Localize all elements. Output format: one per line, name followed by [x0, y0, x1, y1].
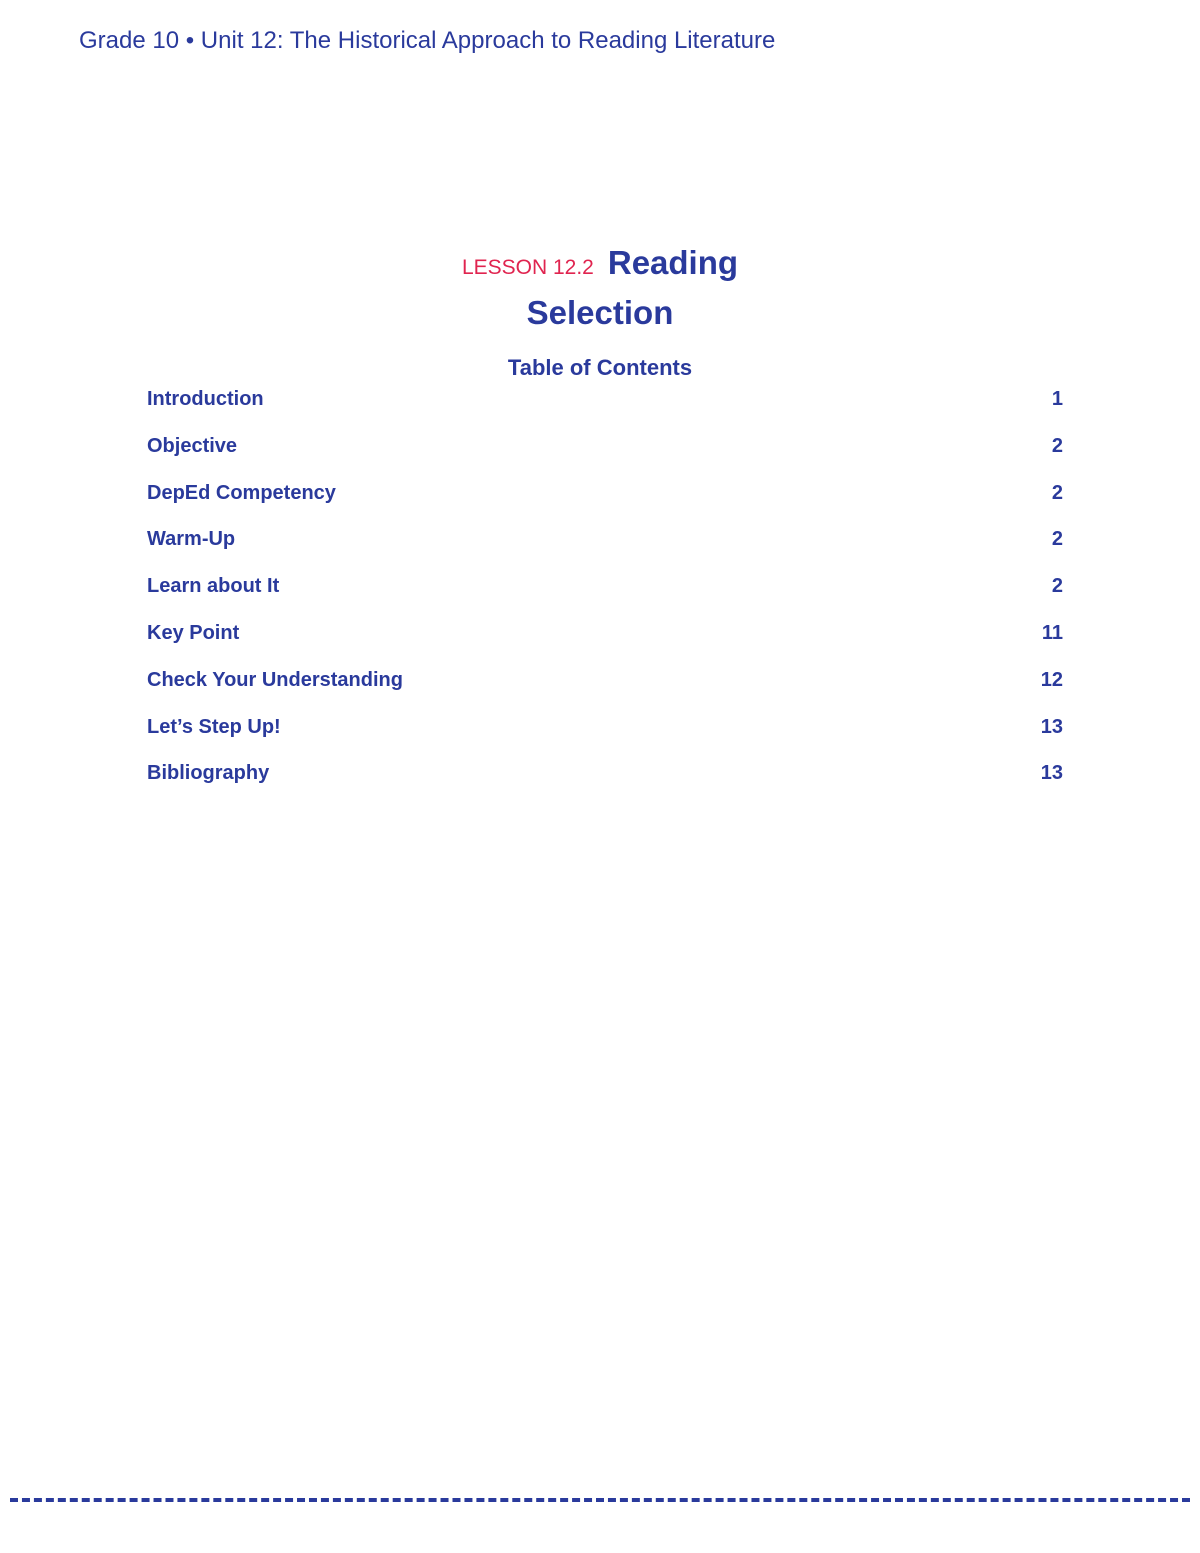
toc-entry-page: 11: [1041, 621, 1063, 644]
toc-entry-warm-up[interactable]: [147, 528, 1063, 575]
toc-entry-page: 12: [1040, 668, 1063, 691]
lesson-number: LESSON 12.2: [461, 256, 594, 279]
lesson-title-line-1: [0, 238, 1200, 288]
toc-entry-label: Check Your Understanding: [147, 668, 403, 691]
toc-entry-label: Introduction: [147, 388, 264, 410]
toc-entry-label: Learn about It: [147, 575, 280, 598]
toc-heading: Table of Contents: [507, 355, 693, 380]
toc-entry-page: 2: [1051, 481, 1063, 504]
toc-entry-bibliography[interactable]: [147, 762, 1063, 809]
toc-entry-label: Let’s Step Up!: [147, 715, 281, 738]
toc-entry-page: 2: [1051, 434, 1063, 457]
toc-entry-lets-step-up[interactable]: [147, 716, 1063, 763]
toc-entry-page: 13: [1040, 715, 1063, 738]
toc-entry-page: 2: [1051, 575, 1063, 598]
toc-entry-learn-about-it[interactable]: [147, 575, 1063, 622]
toc-entry-label: Objective: [147, 434, 238, 457]
toc-entry-key-point[interactable]: [147, 622, 1063, 669]
toc-entry-label: Bibliography: [147, 762, 270, 785]
toc-entry-page: 2: [1051, 528, 1063, 551]
table-of-contents: [147, 388, 1063, 809]
page-header: Grade 10 • Unit 12: The Historical Approach to Reading Literature: [79, 27, 776, 54]
toc-entry-introduction[interactable]: [147, 388, 1063, 435]
toc-entry-label: Key Point: [147, 621, 240, 644]
toc-entry-deped-competency[interactable]: [147, 482, 1063, 529]
toc-entry-label: Warm-Up: [147, 528, 236, 551]
toc-entry-page: 13: [1040, 762, 1063, 785]
toc-entry-page: 1: [1051, 388, 1063, 410]
toc-entry-objective[interactable]: [147, 435, 1063, 482]
lesson-title-word-1: Reading: [607, 244, 739, 281]
lesson-title: [0, 238, 1200, 338]
toc-entry-label: DepEd Competency: [147, 481, 336, 504]
toc-entry-check-your-understanding[interactable]: [147, 669, 1063, 716]
footer-dashed-divider: [10, 1498, 1190, 1502]
lesson-title-line-2: Selection: [526, 294, 674, 331]
